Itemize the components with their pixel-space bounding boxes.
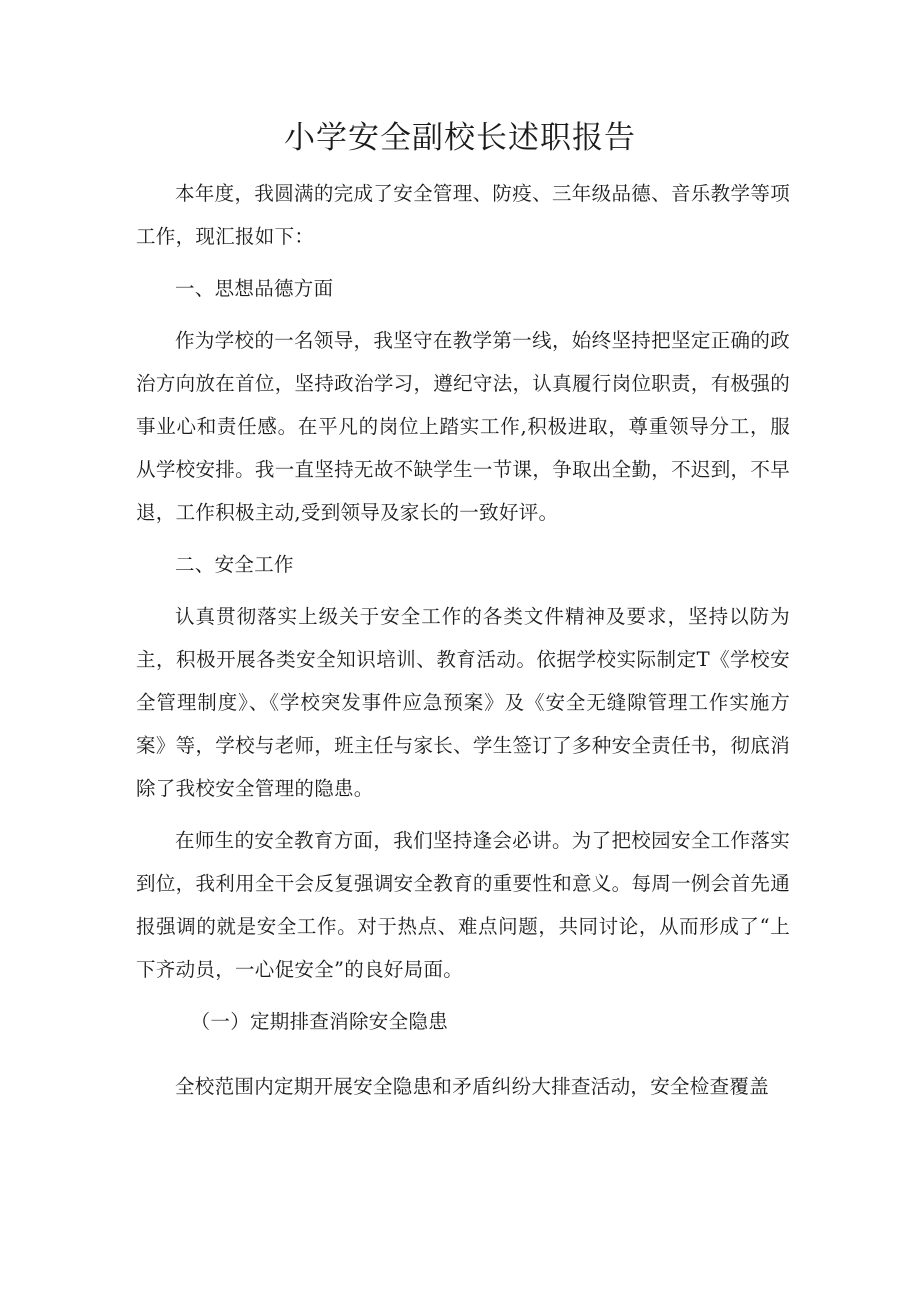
- paragraph-safety-policy: 认真贯彻落实上级关于安全工作的各类文件精神及要求，坚持以防为主，积极开展各类安全知识培训、教育活动。依据学校实际制定T《学校安全管理制度》、《学校突发事件应急预案》及《安全无缝隙管理工作实施方案》等，学校与老师，班主任与家长、学生签订了多种安全责任书，彻底消除了我校安全管理的隐患。: [136, 605, 790, 800]
- document-title: 小学安全副校长述职报告: [284, 120, 636, 156]
- paragraph-inspection: 全校范围内定期开展安全隐患和矛盾纠纷大排查活动，安全检查覆盖: [175, 1075, 770, 1098]
- paragraph-ideology: 作为学校的一名领导，我坚守在教学第一线，始终坚持把坚定正确的政治方向放在首位，坚持政治学习，遵纪守法，认真履行岗位职责，有极强的事业心和责任感。在平凡的岗位上踏实工作,积极进取，尊重领导分工，服从学校安排。我一直坚持无故不缺学生一节课，争取出全勤，不迟到，不早退，工作积极主动,受到领导及家长的一致好评。: [136, 329, 790, 524]
- paragraph-safety-education: 在师生的安全教育方面，我们坚持逢会必讲。为了把校园安全工作落实到位，我利用全干会反复强调安全教育的重要性和意义。每周一例会首先通报强调的就是安全工作。对于热点、难点问题，共同讨论，从而形成了“上下齐动员，一心促安全”的良好局面。: [136, 829, 790, 981]
- paragraph-intro: 本年度，我圆满的完成了安全管理、防疫、三年级品德、音乐教学等项工作，现汇报如下：: [136, 182, 790, 248]
- section-heading-ideology: 一、思想品德方面: [175, 277, 334, 300]
- subsection-heading-inspection: （一）定期排查消除安全隐患: [190, 1010, 448, 1033]
- section-heading-safety: 二、安全工作: [175, 553, 294, 576]
- document-body: [136, 172, 790, 1117]
